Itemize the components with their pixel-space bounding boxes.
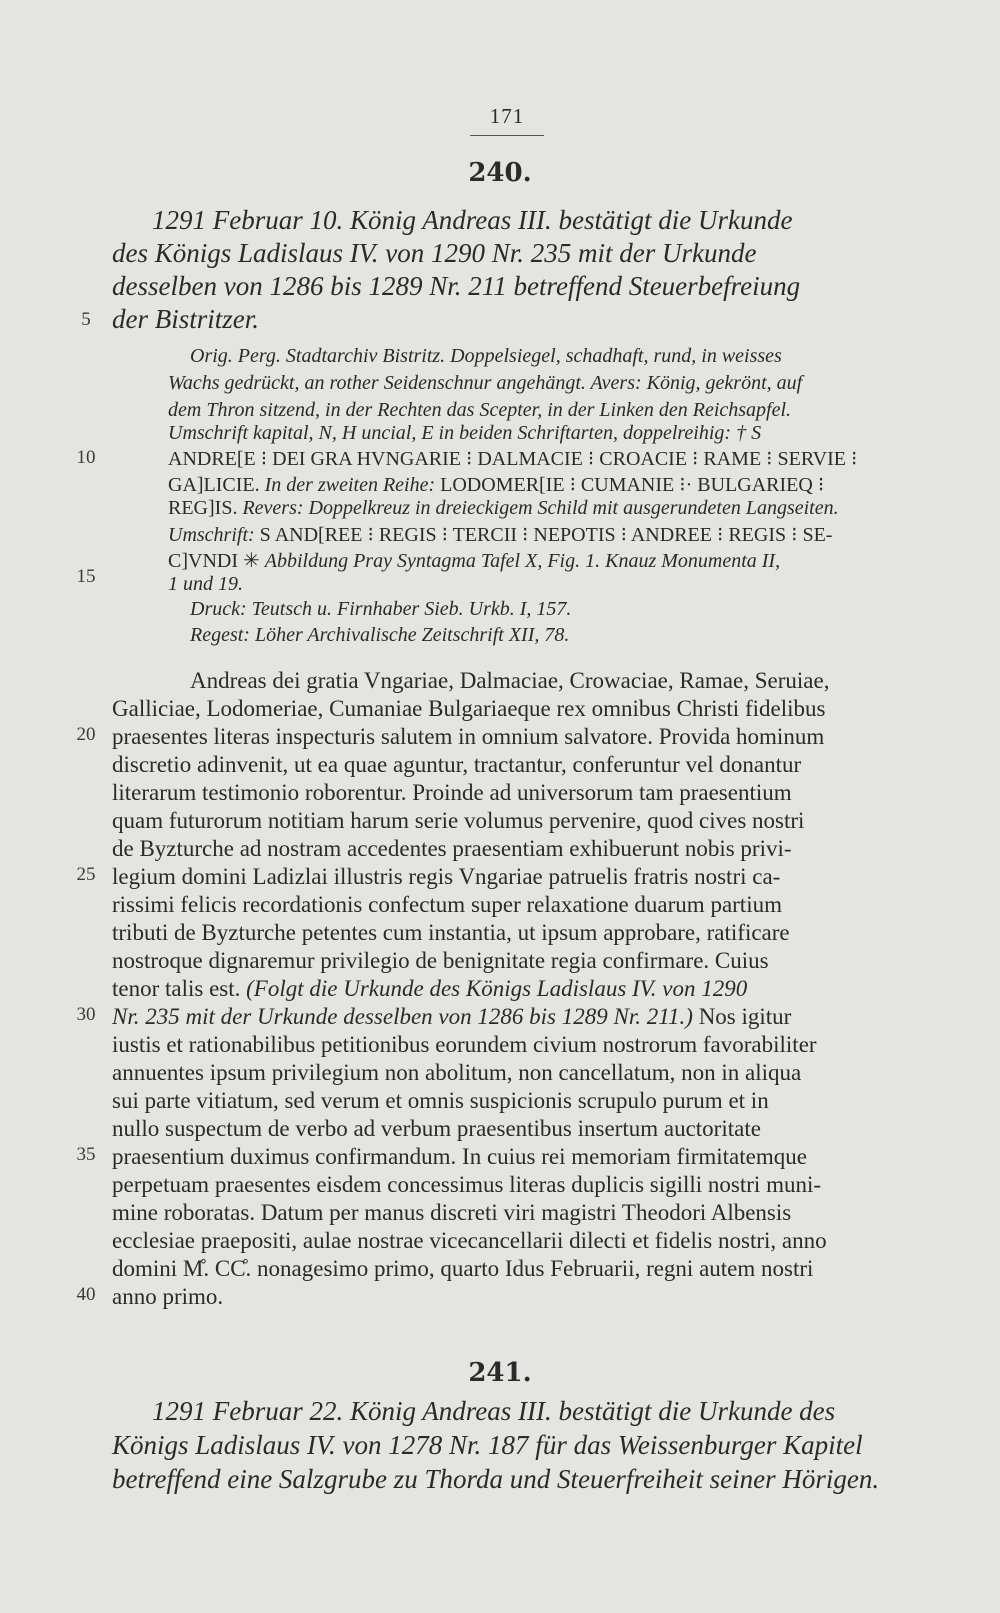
source-note-line xyxy=(168,472,824,497)
document-number-241: 241. xyxy=(468,1358,532,1388)
margin-line-number: 35 xyxy=(76,1144,96,1165)
charter-text-line xyxy=(112,1004,791,1030)
doc241-title-line: 1291 Februar 22. König Andreas III. bestätigt die Urkunde des xyxy=(152,1396,836,1426)
source-note-line: Orig. Perg. Stadtarchiv Bistritz. Doppelsiegel, schadhaft, rund, in weisses xyxy=(190,345,782,367)
margin-line-number: 20 xyxy=(76,724,96,745)
doc241-title-line: betreffend eine Salzgrube zu Thorda und Steuerfreiheit seiner Hörigen. xyxy=(112,1464,880,1494)
source-note-line: dem Thron sitzend, in der Rechten das Scepter, in der Linken den Reichsapfel. xyxy=(168,399,792,421)
source-note-text: Abbildung Pray Syntagma Tafel X, Fig. 1. Knauz Monumenta II, xyxy=(264,550,781,572)
print-reference: Druck: Teutsch u. Firnhaber Sieb. Urkb. I, 157. xyxy=(190,598,572,620)
charter-text-line: rissimi felicis recordationis confectum super relaxatione duarum partium xyxy=(112,892,782,917)
charter-text: tenor talis est. xyxy=(112,976,247,1001)
source-note-text: Revers: Doppelkreuz in dreieckigem Schild mit ausgerundeten Langseiten. xyxy=(237,497,839,519)
editorial-note: (Folgt die Urkunde des Königs Ladislaus IV. von 1290 xyxy=(246,976,748,1001)
source-note-text: Umschrift: xyxy=(168,524,260,546)
margin-line-number: 10 xyxy=(76,447,96,468)
margin-line-number: 25 xyxy=(76,864,96,885)
charter-text-line: de Byzturche ad nostram accedentes praesentiam exhibuerunt nobis privi- xyxy=(112,836,792,861)
source-note-line: Umschrift kapital, N, H uncial, E in beiden Schriftarten, doppelreihig: † S xyxy=(168,422,762,444)
charter-text-line: anno primo. xyxy=(112,1284,224,1309)
document-number-240: 240. xyxy=(468,158,532,188)
margin-line-number: 5 xyxy=(81,309,91,330)
charter-text-line: annuentes ipsum privilegium non abolitum, non cancellatum, non in aliqua xyxy=(112,1060,802,1085)
charter-text-line: iustis et rationabilibus petitionibus eorundem civium nostrorum favorabiliter xyxy=(112,1032,817,1057)
charter-text-line: nostroque dignaremur privilegio de benignitate regia confirmare. Cuius xyxy=(112,948,769,973)
charter-text-line: perpetuam praesentes eisdem concessimus literas duplicis sigilli nostri muni- xyxy=(112,1172,822,1197)
margin-line-number: 40 xyxy=(76,1284,96,1305)
charter-text-line: legium domini Ladizlai illustris regis Vngariae patruelis fratris nostri ca- xyxy=(112,864,781,889)
charter-text-line: literarum testimonio roborentur. Proinde ad universorum tam praesentium xyxy=(112,780,792,805)
source-note-text: In der zweiten Reihe: xyxy=(259,474,441,496)
seal-inscription: C]VNDI ✳ xyxy=(168,550,265,572)
charter-text-line: praesentes literas inspecturis salutem in omnium salvatore. Provida hominum xyxy=(112,724,825,749)
source-note-line: 1 und 19. xyxy=(168,573,243,595)
charter-text-line: discretio adinvenit, ut ea quae aguntur, tractantur, conferuntur vel donantur xyxy=(112,752,802,777)
charter-text-line: mine roboratas. Datum per manus discreti viri magistri Theodori Albensis xyxy=(112,1200,792,1225)
charter-text-line: sui parte vitiatum, sed verum et omnis suspicionis scrupulo purum et in xyxy=(112,1088,769,1113)
charter-text-line: Galliciae, Lodomeriae, Cumaniae Bulgariaeque rex omnibus Christi fidelibus xyxy=(112,696,826,721)
doc240-title-line: 1291 Februar 10. König Andreas III. bestätigt die Urkunde xyxy=(152,205,793,235)
margin-line-number: 15 xyxy=(76,566,96,587)
doc240-title-line: des Königs Ladislaus IV. von 1290 Nr. 235 mit der Urkunde xyxy=(112,238,757,268)
seal-inscription-line: ANDRE[E ⁝ DEI GRA HVNGARIE ⁝ DALMACIE ⁝ CROACIE ⁝ RAME ⁝ SERVIE ⁝ xyxy=(168,448,858,470)
charter-text-line: praesentium duximus confirmandum. In cuius rei memoriam firmitatemque xyxy=(112,1144,807,1169)
charter-text-line: quam futurorum notitiam harum serie volumus pervenire, quod cives nostri xyxy=(112,808,805,833)
editorial-note: Nr. 235 mit der Urkunde desselben von 1286 bis 1289 Nr. 211.) xyxy=(112,1004,693,1029)
source-note-line xyxy=(168,497,839,520)
seal-inscription: GA]LICIE. xyxy=(168,474,260,496)
seal-inscription: REG]IS. xyxy=(168,497,238,519)
source-note-line: Wachs gedrückt, an rother Seidenschnur angehängt. Avers: König, gekrönt, auf xyxy=(168,372,803,394)
charter-text-line: domini M̊. CC̊. nonagesimo primo, quarto Idus Februarii, regni autem nostri xyxy=(112,1256,814,1281)
charter-text: Nos igitur xyxy=(692,1004,792,1029)
charter-text-line: Andreas dei gratia Vngariae, Dalmaciae, Crowaciae, Ramae, Seruiae, xyxy=(190,668,830,693)
regest-reference: Regest: Löher Archivalische Zeitschrift XII, 78. xyxy=(190,624,570,646)
margin-line-number: 30 xyxy=(76,1004,96,1025)
source-note-line xyxy=(168,522,832,547)
seal-inscription: S AND[REE ⁝ REGIS ⁝ TERCII ⁝ NEPOTIS ⁝ ANDREE ⁝ REGIS ⁝ SE- xyxy=(259,524,833,546)
charter-text-line: ecclesiae praepositi, aulae nostrae vicecancellarii dilecti et fidelis nostri, anno xyxy=(112,1228,827,1253)
page-number: 171 xyxy=(470,104,544,136)
charter-text-line: tributi de Byzturche petentes cum instantia, ut ipsum approbare, ratificare xyxy=(112,920,790,945)
doc240-title-line: desselben von 1286 bis 1289 Nr. 211 betreffend Steuerbefreiung xyxy=(112,271,801,301)
charter-text-line xyxy=(112,976,747,1002)
source-note-line xyxy=(168,548,780,573)
seal-inscription: LODOMER[IE ⁝ CUMANIE ⁝· BULGARIEQ ⁝ xyxy=(440,474,825,496)
charter-text-line: nullo suspectum de verbo ad verbum praesentibus insertum auctoritate xyxy=(112,1116,761,1141)
doc241-title-line: Königs Ladislaus IV. von 1278 Nr. 187 für das Weissenburger Kapitel xyxy=(112,1430,863,1460)
doc240-title-line: der Bistritzer. xyxy=(112,304,260,334)
